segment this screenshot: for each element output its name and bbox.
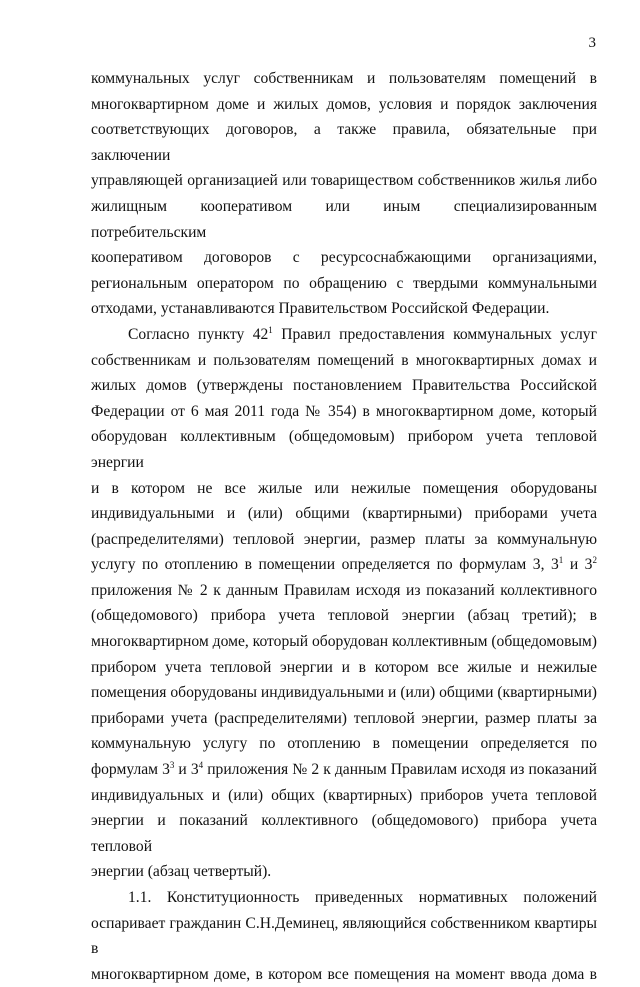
text-line: приборами учета (распределителями) тепловой энергии, размер платы за [91,709,597,727]
text-line: индивидуальных и (или) общих (квартирных) приборов учета тепловой [91,786,597,804]
text-line: оборудован коллективным (общедомовым) прибором учета тепловой энергии [91,428,597,471]
text-line: многоквартирном доме, который оборудован коллективным (общедомовым) [91,633,597,651]
paragraph-2 [91,322,597,885]
text-line: (общедомового) прибора учета тепловой энергии (абзац третий); в [91,607,597,625]
text-line: и в котором не все жилые или нежилые помещения оборудованы [91,479,597,497]
text-line: индивидуальными и (или) общими (квартирными) приборами учета [91,505,597,523]
text-line: соответствующих договоров, а также правила, обязательные при заключении [91,121,597,164]
formula-superscript: 2 [592,555,597,566]
text-line: 1.1. Конституционность приведенных нормативных положений [128,889,597,906]
text-line: помещения оборудованы индивидуальными и (или) общими (квартирными) [91,684,597,702]
text-line: коммунальных услуг собственникам и пользователям помещений в [91,70,597,87]
text-line: жилых домов (утверждены постановлением Правительства Российской [91,377,597,395]
text-line: Федерации от 6 мая 2011 года № 354) в многоквартирном доме, который [91,402,597,420]
text-line: жилищным кооперативом или иным специализированным потребительским [91,197,597,241]
text-line: управляющей организацией или товариществом собственников жилья либо [91,172,597,190]
text-line: энергии (абзац четвертый). [91,863,272,881]
text-line: отходами, устанавливаются Правительством Российской Федерации. [91,300,550,318]
text-line: коммунальную услугу по отоплению в помещении определяется по [91,735,597,753]
formula-superscript: 4 [198,760,204,771]
footnote-superscript: 1 [268,324,273,335]
formula-superscript: 3 [169,760,175,771]
text-line: энергии и показаний коллективного (общедомового) прибора учета тепловой [91,812,597,855]
text-line: региональным оператором по обращению с твердыми коммунальными [91,274,597,292]
text-line: формулам $3^3$ и $3^4$ приложения № 2 к данным Правилам исходя из показаний [91,760,597,779]
formula-superscript: 1 [558,555,564,566]
text-line: (распределителями) тепловой энергии, размер платы за коммунальную [91,530,597,548]
text-line: Согласно пункту $42^1$ Правил предоставления коммунальных услуг [128,324,597,343]
text-line: приложения № 2 к данным Правилам исходя из показаний коллективного [91,581,597,599]
text-line: собственникам и пользователям помещений в многоквартирных домах и [91,351,597,369]
page-number: 3 [588,35,596,51]
text-line: многоквартирном доме, в котором все помещения на момент ввода дома в [91,965,597,983]
text-line: услугу по отоплению в помещении определяется по формулам 3, $3^1$ и $3^2$ [91,555,597,574]
text-line: кооперативом договоров с ресурсоснабжающими организациями, [91,249,597,267]
document-body [91,66,597,987]
paragraph-3 [91,885,597,987]
text-line: оспаривает гражданин С.Н.Деминец, являющийся собственником квартиры в [91,914,597,958]
paragraph-1 [91,66,597,322]
text-line: многоквартирном доме и жилых домов, условия и порядок заключения [91,95,597,113]
text-line: прибором учета тепловой энергии и в котором все жилые и нежилые [91,658,597,676]
